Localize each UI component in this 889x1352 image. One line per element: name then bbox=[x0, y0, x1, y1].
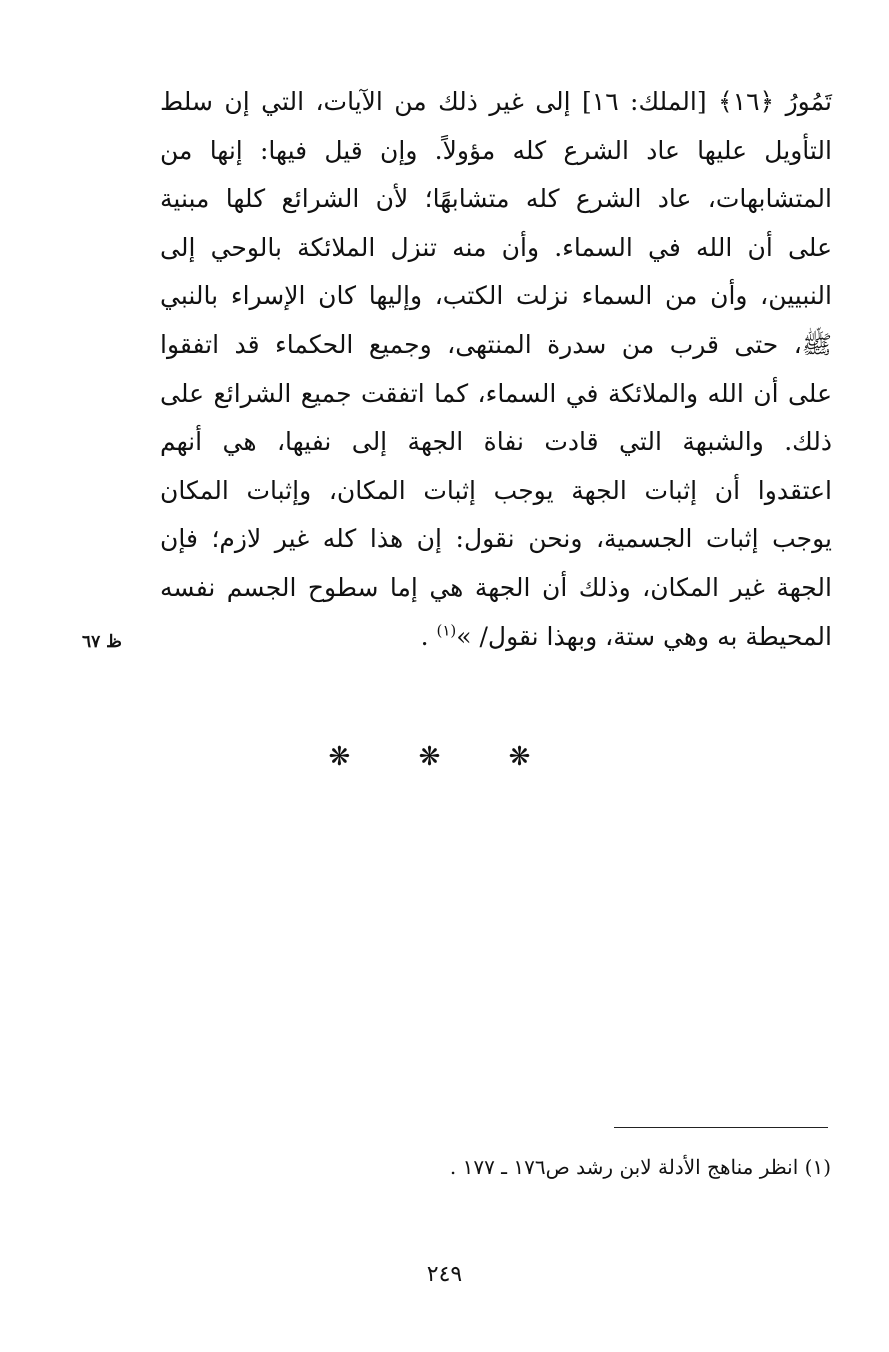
main-text-block bbox=[160, 78, 832, 661]
text-line-9: اعتقدوا أن إثبات الجهة يوجب إثبات المكان، وإثبات المكان bbox=[160, 475, 832, 505]
text-line-11: الجهة غير المكان، وذلك أن الجهة هي إما سطوح الجسم نفسه bbox=[160, 572, 832, 602]
text-line-4: على أن الله في السماء. وأن منه تنزل الملائكة بالوحي إلى bbox=[160, 232, 832, 262]
footnote-1: (١) انظر مناهج الأدلة لابن رشد ص١٧٦ ـ ١٧٧ . bbox=[449, 1155, 831, 1179]
text-line-6: ﷺ، حتى قرب من سدرة المنتهى، وجميع الحكماء قد اتفقوا bbox=[160, 329, 832, 359]
text-line-12-body: المحيطة به وهي ستة، وبهذا نقول/ » bbox=[456, 621, 832, 651]
text-line-8: ذلك. والشبهة التي قادت نفاة الجهة إلى نفيها، هي أنهم bbox=[160, 427, 832, 457]
footnote-divider bbox=[614, 1127, 828, 1128]
text-line-5: النبيين، وأن من السماء نزلت الكتب، وإليها كان الإسراء بالنبي bbox=[160, 281, 832, 311]
text-line-10: يوجب إثبات الجسمية، ونحن نقول: إن هذا كله غير لازم؛ فإن bbox=[160, 524, 832, 554]
text-line-1: تَمُورُ ﴿١٦﴾ [الملك: ١٦] إلى غير ذلك من الآيات، التي إن سلط bbox=[160, 87, 832, 116]
text-line-7: على أن الله والملائكة في السماء، كما اتفقت جميع الشرائع على bbox=[160, 378, 832, 408]
line-end-period: . bbox=[420, 621, 429, 651]
manuscript-folio-note: ظ ٦٧ bbox=[82, 632, 122, 652]
section-separator: ❋ ❋ ❋ bbox=[328, 742, 561, 772]
text-line-3: المتشابهات، عاد الشرع كله متشابهًا؛ لأن الشرائع كلها مبنية bbox=[160, 184, 832, 214]
text-line-12 bbox=[160, 613, 832, 662]
text-line-2: التأويل عليها عاد الشرع كله مؤولاً. وإن قيل فيها: إنها من bbox=[160, 135, 832, 165]
footnote-reference: (١) bbox=[436, 621, 457, 640]
page-number: ٢٤٩ bbox=[426, 1262, 463, 1287]
